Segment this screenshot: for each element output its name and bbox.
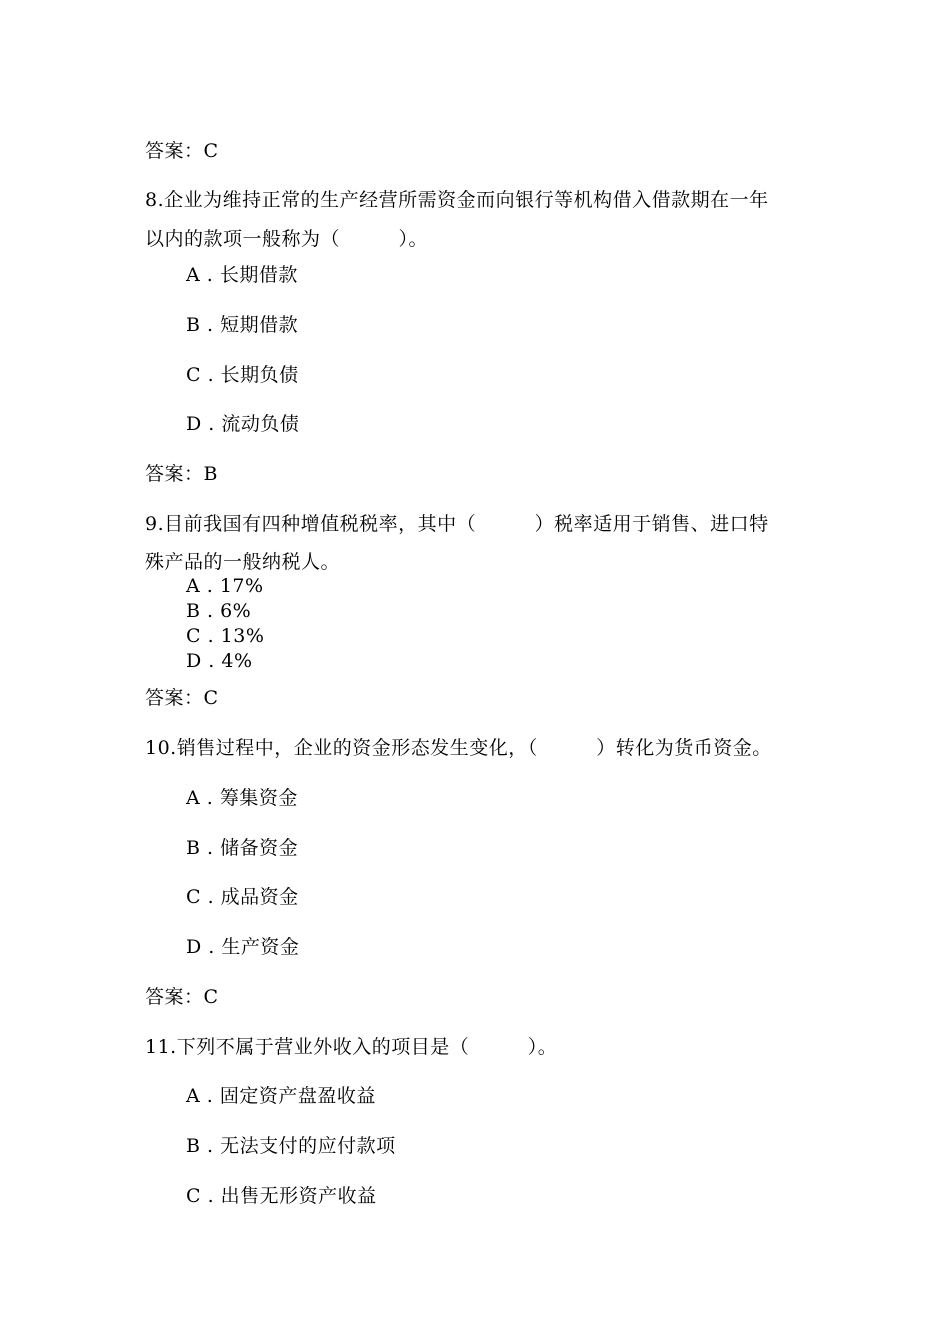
question-9-option-a: A . 17% <box>186 575 264 597</box>
answer-9: 答案：C <box>145 687 219 709</box>
question-11-option-a: A . 固定资产盘盈收益 <box>186 1085 376 1107</box>
question-9-option-c: C . 13% <box>186 625 265 647</box>
question-9-line-1: 9.目前我国有四种增值税税率，其中（ ）税率适用于销售、进口特 <box>145 513 769 535</box>
question-8-option-c: C . 长期负债 <box>186 364 299 386</box>
question-11-line-1: 11.下列不属于营业外收入的项目是（ ）。 <box>145 1036 558 1058</box>
question-8-line-1: 8.企业为维持正常的生产经营所需资金而向银行等机构借入借款期在一年 <box>145 189 769 211</box>
question-10-option-d: D . 生产资金 <box>186 936 300 958</box>
question-8-option-a: A . 长期借款 <box>186 264 298 286</box>
question-10-option-c: C . 成品资金 <box>186 886 299 908</box>
question-8-option-d: D . 流动负债 <box>186 413 300 435</box>
question-11-option-b: B . 无法支付的应付款项 <box>186 1135 396 1157</box>
answer-8: 答案：B <box>145 463 218 485</box>
question-11-option-c: C . 出售无形资产收益 <box>186 1185 377 1207</box>
answer-10: 答案：C <box>145 986 219 1008</box>
question-9-option-b: B . 6% <box>186 600 252 622</box>
question-8-line-2: 以内的款项一般称为（ ）。 <box>145 228 429 250</box>
question-10-line-1: 10.销售过程中，企业的资金形态发生变化，（ ）转化为货币资金。 <box>145 737 772 759</box>
question-9-line-2: 殊产品的一般纳税人。 <box>145 551 341 573</box>
question-8-option-b: B . 短期借款 <box>186 314 299 336</box>
question-10-option-b: B . 储备资金 <box>186 837 299 859</box>
question-10-option-a: A . 筹集资金 <box>186 787 298 809</box>
answer-7: 答案：C <box>145 140 219 162</box>
question-9-option-d: D . 4% <box>186 650 253 672</box>
